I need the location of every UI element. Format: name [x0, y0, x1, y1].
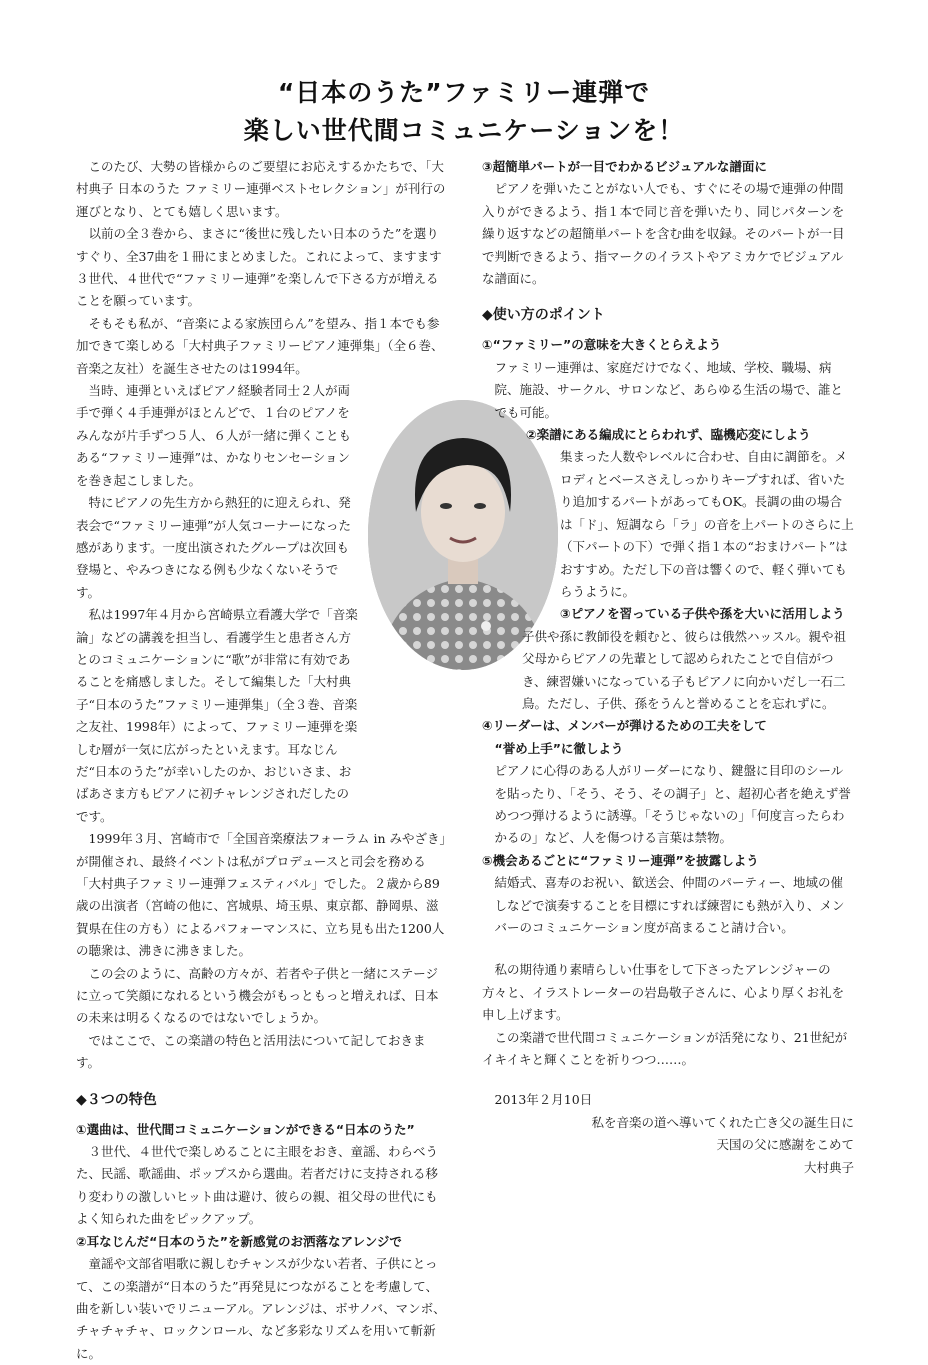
intro-paragraph-6: 私は1997年４月から宮崎県立看護大学で「音楽論」などの講義を担当し、看護学生と患者さん方とのコミュニケーションに“歌”が非常に有効であることを痛感しました。そして編集した「大村典子“日本のうた”ファミリー連弾集」（全３巻、音楽之友社、1998年）によって、ファミリー連弾を楽しむ層が一気に広がったといえます。耳なじんだ“日本のうた”が幸いしたのか、おじいさま、おばあさま方もピアノに初チャレンジされだしたのです。 — [76, 607, 358, 824]
usage-1-body: ファミリー連弾は、家庭だけでなく、地域、学校、職場、病院、施設、サークル、サロンなど、あらゆる生活の場で、誰とでも可能。 — [494, 359, 843, 420]
closing-paragraph-1: 私の期待通り素晴らしい仕事をして下さったアレンジャーの方々と、イラストレーターの岩島敬子さんに、心より厚くお礼を申し上げます。 — [482, 962, 845, 1023]
intro-paragraph-9: ではここで、この楽譜の特色と活用法について記しておきます。 — [76, 1032, 426, 1071]
intro-paragraph-8: この会のように、高齢の方々が、若者や子供と一緒にステージに立って笑顔になれるという機会がもっともっと増えれば、日本の未来は明るくなるのではないでしょうか。 — [76, 965, 439, 1026]
usage-2-title: ②楽譜にある編成にとらわれず、臨機応変にしよう — [526, 427, 811, 443]
title-line-2: 楽しい世代間コミュニケーションを！ — [243, 116, 685, 145]
usage-3-body: 子供や孫に教師役を頼むと、彼らは俄然ハッスル。親や祖父母からピアノの先輩として認められたことで自信がつき、練習嫌いになっている子もピアノに向かいだし一石二鳥。ただし、子供、孫をうんと誉めることを忘れずに。 — [522, 628, 847, 711]
usage-1-title: ①“ファミリー”の意味を大きくとらえよう — [482, 337, 722, 353]
signature-date: 2013年２月10日 — [494, 1092, 593, 1108]
intro-paragraph-2: 以前の全３巻から、まさに“後世に残したい日本のうた”を選りすぐり、全37曲を１冊にまとめました。これによって、ますます３世代、４世代で“ファミリー連弾”を楽しんで下さる方が増えることを願っています。 — [76, 226, 442, 309]
usage-5-title: ⑤機会あるごとに“ファミリー連弾”を披露しよう — [482, 852, 759, 868]
feature-3-body: ピアノを弾いたことがない人でも、すぐにその場で連弾の仲間入りができるよう、指１本で同じ音を弾いたり、同じパターンを繰り返すなどの超簡単パートを含む曲を収録。そのパートが一目で判断できるよう、指マークのイラストやアミカケでビジュアルな譜面に。 — [482, 181, 845, 287]
feature-2-title: ②耳なじんだ“日本のうた”を新感覚のお洒落なアレンジで — [76, 1233, 402, 1249]
usage-heading: ◆使い方のポイント — [482, 307, 605, 324]
right-column — [482, 156, 854, 1179]
left-column — [76, 156, 448, 1365]
intro-paragraph-3: そもそも私が、“音楽による家族団らん”を望み、指１本でも参加できて楽しめる「大村典子ファミリーピアノ連弾集」（全６巻、音楽之友社）を誕生させたのは1994年。 — [76, 315, 444, 376]
intro-paragraph-4: 当時、連弾といえばピアノ経験者同士２人が両手で弾く４手連弾がほとんどで、１台のピアノをみんなが片手ずつ５人、６人が一緒に弾くこともある“ファミリー連弾”は、かなりセンセーションを巻き起こしました。 — [76, 383, 352, 488]
feature-1-body: ３世代、４世代で楽しめることに主眼をおき、童謡、わらべうた、民謡、歌謡曲、ポップスから選曲。若者だけに支持される移り変わりの激しいヒット曲は避け、彼らの親、祖父母の世代にもよく知られた曲をピックアップ。 — [76, 1144, 439, 1227]
feature-3-title: ③超簡単パートが一目でわかるビジュアルな譜面に — [482, 159, 767, 174]
usage-2-body: 集まった人数やレベルに合わせ、自由に調節を。メロディとベースさえしっかりキープすれば、省いたり追加するパートがあってもOK。長調の曲の場合は「ド」、短調なら「ラ」の音を上パートのさらに上（下パートの下）で弾く指１本の“おまけパート”はおすすめ。ただし下の音は響くので、軽く弾いてもらうように。 — [560, 449, 854, 599]
intro-paragraph-5: 特にピアノの先生方から熱狂的に迎えられ、発表会で“ファミリー連弾”が人気コーナーになった感があります。一度出演されたグループは次回も登場と、やみつきになる例も少なくないそうです。 — [76, 495, 352, 600]
page-title — [0, 74, 928, 150]
feature-2-body: 童謡や文部省唱歌に親しむチャンスが少ない若者、子供にとって、この楽譜が“日本のうた”再発見につながることを考慮して、曲を新しい装いでリニューアル。アレンジは、ボサノバ、マンボ、チャチャチャ、ロックンロール、など多彩なリズムを用いて斬新に。 — [76, 1256, 446, 1361]
usage-5-body: 結婚式、喜寿のお祝い、歓送会、仲間のパーティー、地域の催しなどで演奏することを目標にすれば練習にも熱が入り、メンバーのコミュニケーション度が高まること請け合い。 — [494, 875, 845, 935]
closing-paragraph-2: この楽譜で世代間コミュニケーションが活発になり、21世紀がイキイキと輝くことを祈りつつ……。 — [482, 1029, 848, 1068]
features-heading: ◆３つの特色 — [76, 1091, 157, 1108]
feature-1-title: ①選曲は、世代間コミュニケーションができる“日本のうた” — [76, 1121, 415, 1137]
title-line-1: “日本のうた”ファミリー連弾で — [277, 78, 651, 107]
usage-4-title: ④リーダーは、メンバーが弾けるための工夫をして — [482, 718, 767, 734]
intro-paragraph-1: このたび、大勢の皆様からのご要望にお応えするかたちで、「大村典子 日本のうた ファミリー連弾ベストセレクション」が刊行の運びとなり、とても嬉しく思います。 — [76, 159, 446, 219]
usage-3-title: ③ピアノを習っている子供や孫を大いに活用しよう — [560, 606, 845, 622]
usage-4-body: ピアノに心得のある人がリーダーになり、鍵盤に目印のシールを貼ったり、「そう、そう、その調子」と、超初心者を絶えず誉めつつ弾けるように誘導。「そうじゃないの」「何度言ったらわかるの」など、人を傷つける言葉は禁物。 — [494, 763, 851, 846]
signature-name: 大村典子 — [803, 1159, 854, 1175]
signature-line-1: 私を音楽の道へ導いてくれた亡き父の誕生日に — [591, 1114, 854, 1130]
intro-paragraph-7: 1999年３月、宮崎市で「全国音楽療法フォーラム in みやざき」が開催され、最終イベントは私がプロデュースと司会を務める「大村典子ファミリー連弾フェスティバル」でした。２歳から89歳の出演者（宮崎の他に、宮城県、埼玉県、東京都、静岡県、滋賀県在住の方も）によるパフォーマンスに、立ち見も出た1200人の聴衆は、沸きに沸きました。 — [76, 831, 446, 959]
signature-line-2: 天国の父に感謝をこめて — [716, 1137, 854, 1153]
usage-4-title-cont: “誉め上手”に徹しよう — [494, 740, 624, 756]
